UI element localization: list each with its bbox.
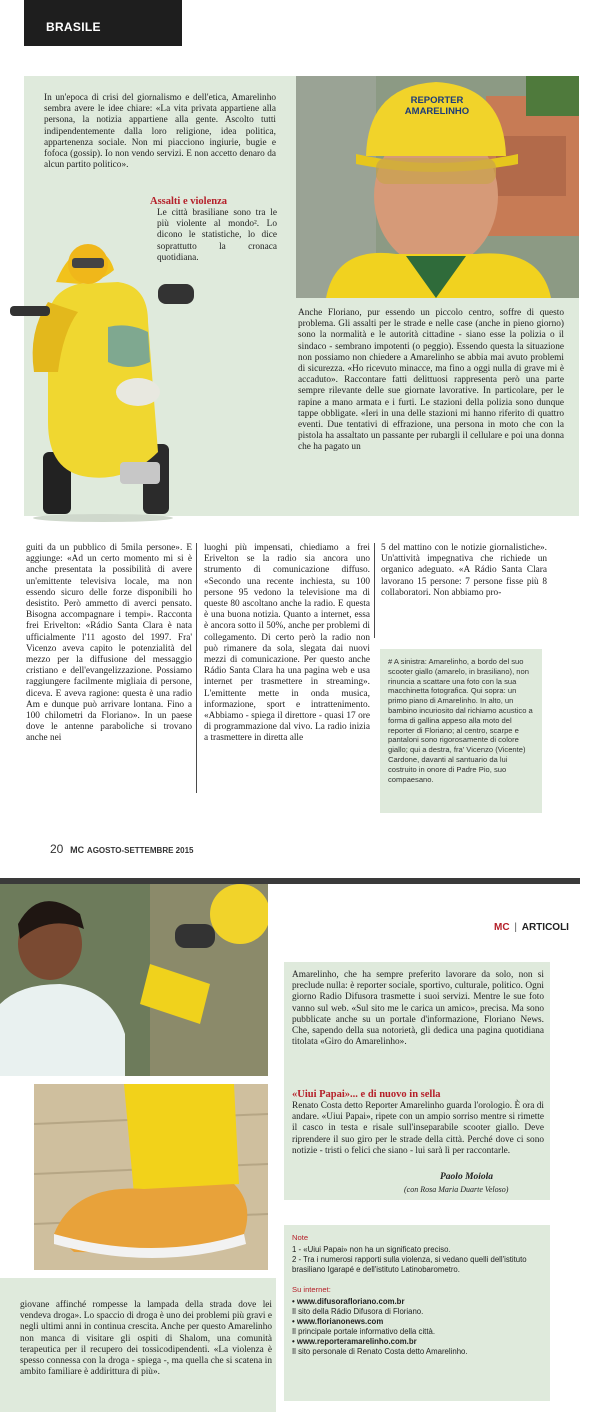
note-1: 1 - «Uiui Papai» non ha un significato preciso.: [292, 1245, 451, 1254]
note-2: 2 - Tra i numerosi rapporti sulla violenza, si vedano quelli dell'istituto brasiliano Igarapé e dell'istituto Latinobarometro.: [292, 1255, 527, 1274]
page2-intro: Amarelinho, che ha sempre preferito lavorare da solo, non si preclude nulla: è reporter sociale, sportivo, culturale, politico. Ogni giorno Radio Difusora trasmette i suoi servizi. Mentre le sue foto vanno sul web. «Sul sito me le carica un amico», precisa. Ma sono pubblicate anche su un portale d'informazione, Floriano News. Che, sapendo della sua notorietà, gli dedica una pagina quotidiana titolata «Giro do Amarelinho».: [292, 970, 544, 1048]
boy-photo: [0, 884, 268, 1076]
notes-title: Note: [292, 1233, 309, 1242]
page2-mc: MC: [494, 922, 510, 933]
page-footer: [50, 842, 193, 856]
page2-header: MC | ARTICOLI: [494, 922, 569, 933]
subhead-assalti: Assalti e violenza: [150, 196, 227, 207]
column-2: luoghi più impensati, chiediamo a frei Erivelton se la radio sia ancora uno strumento di comunicazione diffuso. «Secondo una recente inchiesta, su 100 persone 95 vedono la televisione ma di queste 80 ascoltano anche la radio. E questa è una buona notizia. Quanto a internet, essa è ancora sotto il 50%, anche per problemi di collegamento. Di certo però la radio non può rimanere da sola, slegata dai nuovi mezzi di comunicazione. Per questo anche Rádio Santa Clara ha una pagina web e usa internet per trasmettere in streaming». L'emittente mette in onda musica, informazione, sport e intrattenimento. «Abbiamo - spiega il direttore - quasi 17 ore di programmazione dal vivo. La radio inizia a trasmettere in diretta alle: [204, 543, 370, 744]
notes-box: [284, 1225, 550, 1401]
column-rule-2: [374, 543, 375, 638]
page2-section: ARTICOLI: [521, 922, 569, 933]
web-desc-3: Il sito personale di Renato Costa detto Amarelinho.: [292, 1347, 468, 1356]
section-tag: [24, 0, 182, 46]
page2-left-text: giovane affinché rompesse la lampada della strada dove lei vendeva droga». Lo spaccio di droga è uno dei problemi più gravi e negli ultimi anni in continua crescita. Anche per questo Amarelinho non manca di visitare gli ospiti di Shalom, una comunità terapeutica per il recupero dei tossicodipendenti. «La violenza è spesso connessa con la droga - spiega -, ma quella che si scatena in ambito familiare è addirittura di più».: [20, 1300, 272, 1378]
subhead-uiui-text: Renato Costa detto Reporter Amarelinho guarda l'orologio. È ora di andare. «Uiui Papai», ripete con un ampio sorriso mentre si rimette il casco in testa e risale sull'inseparabile scooter giallo. Deve riprendere il suo giro per le strade della città. Perché dove ci sono notizie - tristi o felici che siano - lui sarà lì per raccontarle.: [292, 1101, 544, 1156]
column-1: guiti da un pubblico di 5mila persone». E aggiunge: «Ad un certo momento mi si è anche presentata la possibilità di avere un'emittente televisiva locale, ma non essendo sicuro delle forze disponibili ho desistito. Però ammetto di averci pensato. Bisogna accompagnare i tempi». Racconta frei Erivelton: «Rádio Santa Clara è nata ufficialmente l'11 agosto del 1997. Fra' Vicenzo aveva capito le potenzialità del mezzo per la diffusione del messaggio cristiano e dell'evangelizzazione. Possiamo raggiungere facilmente migliaia di persone, diceva. E aveva ragione: questa è una radio Am e dunque può arrivare lontana. Fino a 100 chilometri da Floriano». In un paese dove le antenne paraboliche si trovano anche nei: [26, 543, 192, 744]
web-link-1[interactable]: • www.difusorafloriano.com.br: [292, 1297, 405, 1306]
magazine-name: MC: [70, 845, 85, 855]
coauthor-name: (con Rosa Maria Duarte Veloso): [404, 1185, 509, 1194]
section-label: BRASILE: [46, 20, 101, 34]
intro-paragraph: In un'epoca di crisi del giornalismo e dell'etica, Amarelinho sembra avere le idee chiare: «La vita privata appartiene alla persona, la notizia appartiene alla gente. Ascolto tutti indipendentemente dalla loro religione, idea politica, appartenenza sociale. Non mi piacciono ingiurie, bugie e fofoca (gossip). Io non vendo servizi. E non accetto denaro da alcun partito politico».: [44, 93, 276, 171]
web-link-2[interactable]: • www.florianonews.com: [292, 1317, 384, 1326]
subhead-assalti-text: Le città brasiliane sono tra le più violente al mondo². Lo dicono le statistiche, lo dice soprattutto la cronaca quotidiana.: [157, 208, 277, 263]
web-link-3[interactable]: • www.reporteramarelinho.com.br: [292, 1337, 417, 1346]
photo-caption: # A sinistra: Amarelinho, a bordo del suo scooter giallo (amarelo, in brasiliano), non rinuncia a scattare una foto con la sua macchinetta fotografica. Qui sopra: un primo piano di Amarelinho. In alto, un bambino incuriosito dal richiamo acustico a forma di gallina appeso alla moto del reporter di Floriano; al centro, scarpe e pantaloni sono rigorosamente di colore giallo; qui a destra, fra' Vicenzo (Vicente) Cardone, davanti al santuario da lui costruito in onore di Padre Pio, suo compaesano.: [380, 649, 542, 813]
right-column-text: Anche Floriano, pur essendo un piccolo centro, soffre di questo problema. Gli assalti per le strade e nelle case (anche in pieno giorno) sono la normalità e le autorità cittadine - siano esse la polizia o il sindaco - sembrano impotenti (o peggio). Essendo questa la situazione non possiamo non chiedere a Amarelinho se abbia mai avuto problemi di sicurezza. «Ho ricevuto minacce, ma fino a oggi nulla di grave mi è accaduto». Raccontare fatti delittuosi rappresenta però una parte sempre rilevante delle sue giornate lavorative. In particolare, per le rapine a mano armata e i furti. Le stazioni della polizia sono dunque tappe obbligate. «Ieri in una delle stazioni mi hanno riferito di quattro eventi. Due tentativi di effrazione, una persona in moto che con la pistola ha assaltato un passante per rubargli il cellulare e poi una donna che ha pagato un: [298, 308, 564, 453]
portrait-photo: [296, 76, 579, 298]
author-name: Paolo Moiola: [440, 1172, 494, 1182]
subhead-uiui: «Uiui Papai»... e di nuovo in sella: [292, 1089, 441, 1100]
shoe-photo: [34, 1084, 268, 1270]
web-title: Su internet:: [292, 1285, 331, 1294]
scooter-photo: [8, 222, 198, 522]
column-3: 5 del mattino con le notizie giornalistiche». Un'attività impegnativa che richiede un organico adeguato. «A Rádio Santa Clara lavorano 15 persone: 7 persone fisse più 8 collaboratori. Non abbiamo pro-: [381, 543, 547, 598]
issue-date: AGOSTO-SETTEMBRE 2015: [86, 846, 194, 855]
web-desc-1: Il sito della Rádio Difusora di Floriano.: [292, 1307, 424, 1316]
page-number: 20: [50, 842, 64, 856]
web-desc-2: Il principale portale informativo della città.: [292, 1327, 436, 1336]
column-rule-1: [196, 543, 197, 793]
cap-text: REPORTER AMARELINHO: [404, 95, 470, 117]
